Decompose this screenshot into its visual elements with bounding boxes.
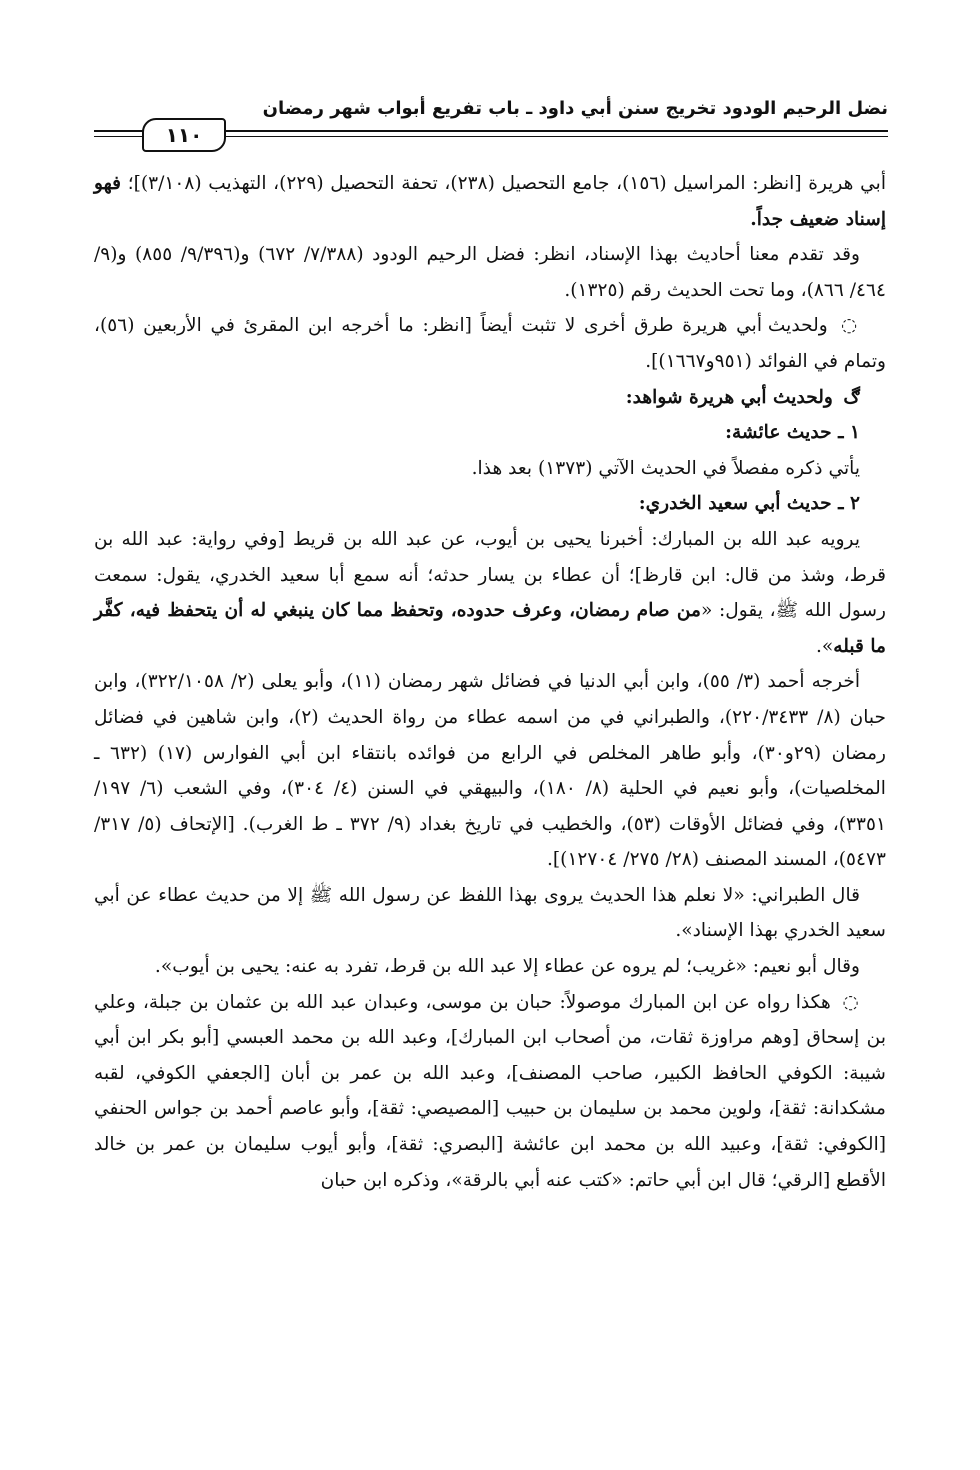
section-heading bbox=[94, 380, 886, 416]
page-number: ١١٠ bbox=[142, 118, 226, 152]
section-heading bbox=[94, 486, 886, 522]
bold-text: ٢ ـ حديث أبي سعيد الخدري: bbox=[638, 493, 860, 515]
page-body bbox=[94, 166, 886, 1198]
bold-text: فهو إسناد ضعيف جداً. bbox=[94, 173, 886, 230]
paragraph-bullet-icon: ◌ bbox=[834, 991, 860, 1013]
paragraph bbox=[94, 985, 886, 1199]
paragraph bbox=[94, 308, 886, 379]
text-segment: قال الطبراني: «لا نعلم هذا الحديث يروى بهذا اللفظ عن رسول الله ﷺ إلا من حديث عطاء عن أبي سعيد الخدري بهذا الإسناد». bbox=[94, 884, 886, 942]
text-segment: أبي هريرة [انظر: المراسيل (١٥٦)، جامع التحصيل (٢٣٨)، تحفة التحصيل (٢٢٩)، التهذيب (٣/١٠٨)]؛ bbox=[121, 173, 886, 194]
paragraph bbox=[94, 451, 886, 487]
text-segment: أخرجه أحمد (٣/ ٥٥)، وابن أبي الدنيا في فضائل شهر رمضان (١١)، وأبو يعلى (٢/ ٣٢٢/١٠٥٨)، وابن حبان (٨/ ٢٢٠/٣٤٣٣)، والطبراني في من اسمه عطاء من رواة الحديث (٢)، وابن شاهين في فضائل رمضان (٢٩و٣٠)، وأبو طاهر المخلص في الرابع من فوائده بانتقاء ابن أبي الفوارس (١٧) (٦٣٢ ـ المخلصيات)، وأبو نعيم في الحلية (٨/ ١٨٠)، والبيهقي في السنن (٤/ ٣٠٤)، وفي الشعب (٦/ ١٩٧/ ٣٣٥١)، وفي فضائل الأوقات (٥٣)، والخطيب في تاريخ بغداد (٩/ ٣٧٢ ـ ط الغرب). [الإتحاف (٥/ ٣١٧/ ٥٤٧٣)، المسند المصنف (٢٨/ ٢٧٥/ ١٢٧٠٤)]. bbox=[94, 671, 887, 871]
paragraph-bullet-icon: ڰ bbox=[836, 386, 860, 408]
text-segment: هكذا رواه عن ابن المبارك موصولاً: حبان بن موسى، وعبدان عبد الله بن عثمان بن جبلة، وعلي بن إسحاق [وهم مراوزة ثقات، من أصحاب ابن المبارك]، وعبد الله بن محمد العبسي [أبو بكر ابن أبي شيبة: الكوفي الحافظ الكبير، صاحب المصنف]، وعبد الله بن عمر بن أبان [الجعفي الكوفي، لقبه مشكدانة: ثقة]، ولوين محمد بن سليمان بن حبيب [المصيصي: ثقة]، وأبو عاصم أحمد بن جواس الحنفي [الكوفي: ثقة]، وعبيد الله بن محمد ابن عائشة [البصري: ثقة]، وأبو أيوب سليمان بن عمر بن خالد الأقطع [الرقي؛ قال ابن أبي حاتم: «كتب عنه أبي بالرقة»، وذكره ابن حبان bbox=[94, 991, 886, 1191]
text-segment: وقد تقدم معنا أحاديث بهذا الإسناد، انظر: فضل الرحيم الودود (٧/٣٨٨/ ٦٧٢) و(٩/٣٩٦/ ٨٥٥) و(٩/ ٤٦٤/ ٨٦٦)، وما تحت الحديث رقم (١٣٢٥). bbox=[94, 244, 886, 301]
bold-text: ولحديث أبي هريرة شواهد: bbox=[625, 386, 833, 408]
text-segment: وقال أبو نعيم: «غريب؛ لم يروه عن عطاء إلا عبد الله بن قرط، تفرد به عنه: يحيى بن أيوب». bbox=[154, 956, 860, 978]
bold-text: ١ ـ حديث عائشة: bbox=[725, 422, 860, 444]
paragraph bbox=[94, 949, 886, 985]
section-heading bbox=[94, 415, 886, 451]
text-segment: يأتي ذكره مفصلاً في الحديث الآتي (١٣٧٣) بعد هذا. bbox=[471, 457, 860, 479]
paragraph bbox=[94, 522, 886, 664]
paragraph bbox=[94, 664, 886, 878]
page-header bbox=[94, 86, 888, 148]
text-segment: يرويه عبد الله بن المبارك: أخبرنا يحيى بن أيوب، عن عبد الله بن قريط [وفي رواية: عبد الله بن قرط، وشذ من قال: ابن قارظ]؛ أن عطاء بن يسار حدثه؛ أنه سمع أبا سعيد الخدري، يقول: سمعت رسول الله ﷺ، يقول: « bbox=[94, 528, 887, 622]
text-segment: ». bbox=[815, 635, 834, 657]
paragraph bbox=[94, 166, 886, 237]
paragraph-bullet-icon: ◌ bbox=[831, 315, 860, 337]
paragraph bbox=[94, 878, 886, 949]
running-title: نضل الرحيم الودود تخريج سنن أبي داود ـ باب تفريع أبواب شهر رمضان bbox=[262, 98, 888, 119]
text-segment: ولحديث أبي هريرة طرق أخرى لا تثبت أيضاً [انظر: ما أخرجه ابن المقرئ في الأربعين (٥٦)، وتمام في الفوائد (٩٥١و١٦٦٧)]. bbox=[94, 315, 886, 372]
bold-text: من صام رمضان، وعرف حدوده، وتحفظ مما كان ينبغي له أن يتحفظ فيه، كفَّر ما قبله bbox=[94, 600, 886, 657]
paragraph bbox=[94, 237, 886, 308]
